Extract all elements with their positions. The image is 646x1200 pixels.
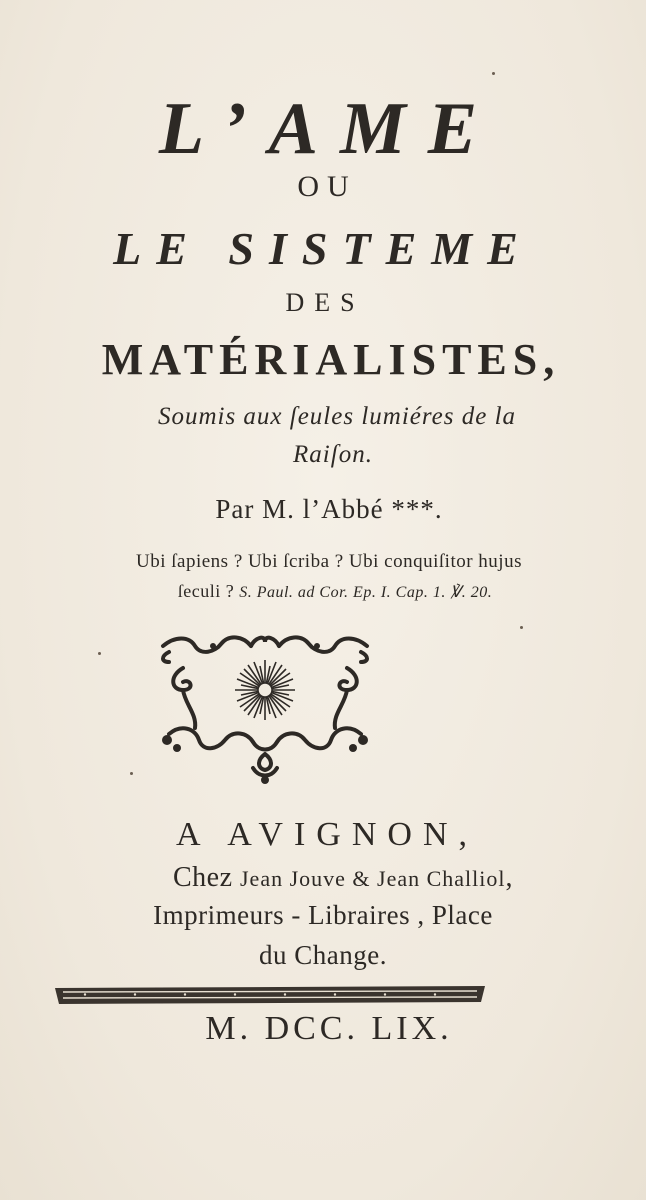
publisher-line-2: Imprimeurs - Libraires , Place [153, 900, 493, 930]
place-line: A AVIGNON, [175, 816, 479, 853]
title-line-materialistes: MATÉRIALISTES, [101, 335, 561, 384]
sunburst-cartouche-icon [155, 628, 375, 792]
date-line: M. DCC. LIX. [205, 1010, 453, 1047]
paper-speck [130, 772, 133, 775]
epigraph-text: ſeculi ? [177, 581, 240, 601]
epigraph-line-2 [0, 582, 646, 601]
ornamental-rule-icon [55, 982, 485, 1006]
epigraph-line-1: Ubi ſapiens ? Ubi ſcriba ? Ubi conquiſitor hujus [136, 551, 522, 572]
publisher-line-1 [0, 864, 646, 892]
title-line-sisteme: LE SISTEME [113, 223, 533, 274]
publisher-line-3: du Change. [259, 940, 387, 970]
publisher-prefix: Chez [172, 862, 240, 893]
publisher-names: Jean Jouve & Jean Challiol [240, 866, 506, 891]
publisher-suffix: , [505, 862, 514, 893]
epigraph-reference: S. Paul. ad Cor. Ep. I. Cap. 1. ℣. 20. [239, 584, 493, 601]
paper-speck [98, 652, 101, 655]
subtitle-line-1: Soumis aux ſeules lumiéres de la [157, 403, 517, 430]
title-line-ame: L’AME [158, 88, 500, 170]
subtitle-line-2: Raiſon. [293, 441, 373, 468]
paper-speck [520, 626, 523, 629]
author-line: Par M. l’Abbé ***. [215, 494, 443, 524]
title-line-ou: OU [297, 170, 357, 203]
paper-speck [492, 72, 495, 75]
title-line-des: DES [285, 288, 365, 317]
